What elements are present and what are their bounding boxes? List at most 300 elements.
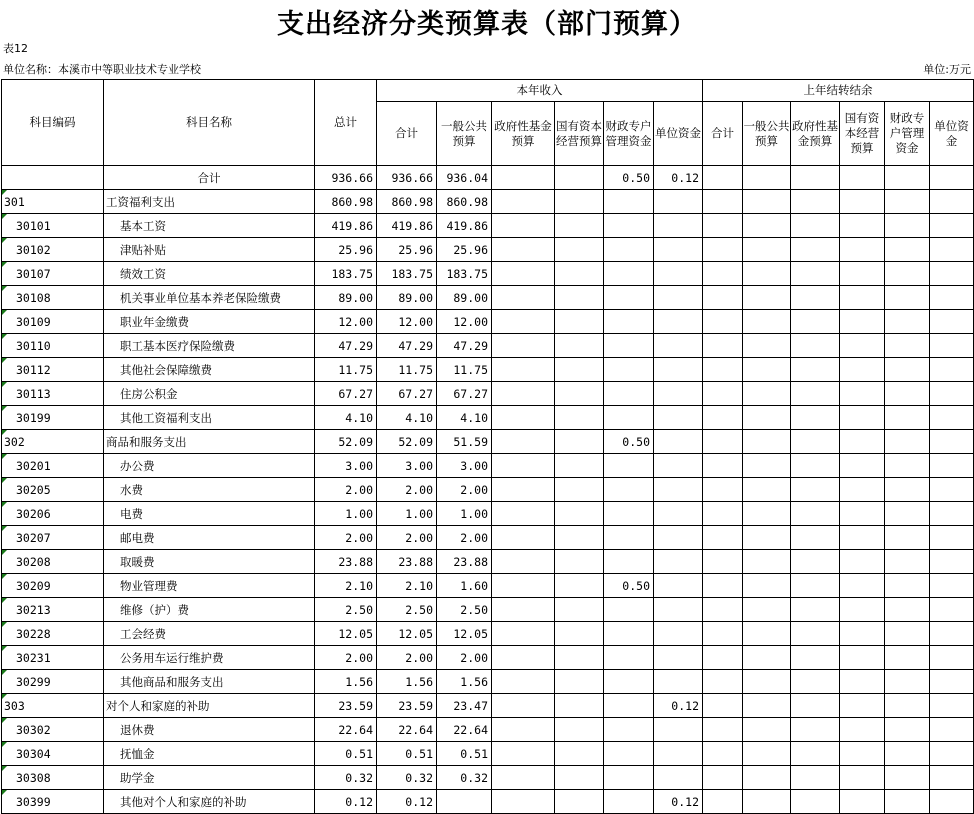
fund-cell [492, 574, 555, 598]
unit-cell [654, 262, 703, 286]
carry-fund-cell [791, 502, 840, 526]
state-cell [555, 742, 604, 766]
cur-total-cell: 22.64 [377, 718, 437, 742]
carry-state-cell [840, 382, 885, 406]
carry-total-cell [703, 670, 743, 694]
carry-general-cell [743, 766, 791, 790]
row-code: 30308 [2, 766, 104, 790]
carry-unit-cell [930, 190, 974, 214]
cell-marker-icon [2, 406, 7, 411]
cur-total-cell: 419.86 [377, 214, 437, 238]
row-code: 30209 [2, 574, 104, 598]
row-name: 津贴补贴 [104, 238, 315, 262]
table-row [2, 454, 974, 478]
special-cell [604, 214, 654, 238]
carry-fund-cell [791, 190, 840, 214]
table-row [2, 190, 974, 214]
header-cur-special: 财政专户管理资金 [604, 102, 654, 166]
cell-marker-icon [2, 718, 7, 723]
carry-fund-cell [791, 622, 840, 646]
unit-cell [654, 358, 703, 382]
carry-general-cell [743, 358, 791, 382]
table-row [2, 646, 974, 670]
carry-total-cell [703, 214, 743, 238]
carry-total-cell [703, 406, 743, 430]
special-cell [604, 238, 654, 262]
cell-marker-icon [2, 526, 7, 531]
row-code: 30299 [2, 670, 104, 694]
carry-special-cell [885, 622, 930, 646]
carry-general-cell [743, 286, 791, 310]
carry-special-cell [885, 478, 930, 502]
table-row [2, 478, 974, 502]
cur-total-cell: 11.75 [377, 358, 437, 382]
carry-special-cell [885, 718, 930, 742]
general-cell: 2.50 [437, 598, 492, 622]
carry-general-cell [743, 454, 791, 478]
general-cell: 2.00 [437, 526, 492, 550]
carry-special-cell [885, 550, 930, 574]
carry-fund-cell [791, 310, 840, 334]
general-cell: 183.75 [437, 262, 492, 286]
cell-marker-icon [2, 622, 7, 627]
unit-cell [654, 214, 703, 238]
carry-general-cell [743, 574, 791, 598]
row-code: 30206 [2, 502, 104, 526]
row-name: 其他商品和服务支出 [104, 670, 315, 694]
cur-total-cell: 4.10 [377, 406, 437, 430]
carry-general-cell [743, 262, 791, 286]
state-cell [555, 238, 604, 262]
row-name: 基本工资 [104, 214, 315, 238]
cell-marker-icon [2, 454, 7, 459]
table-row [2, 550, 974, 574]
carry-general-cell [743, 622, 791, 646]
carry-general-cell [743, 550, 791, 574]
fund-cell [492, 502, 555, 526]
cur-total-cell: 2.00 [377, 478, 437, 502]
carry-state-cell [840, 430, 885, 454]
header-cur-total: 合计 [377, 102, 437, 166]
budget-table [1, 79, 974, 814]
carry-special-cell [885, 646, 930, 670]
row-code: 30302 [2, 718, 104, 742]
table-row [2, 310, 974, 334]
carry-state-cell [840, 694, 885, 718]
fund-cell [492, 262, 555, 286]
cur-total-cell: 0.51 [377, 742, 437, 766]
carry-unit-cell [930, 334, 974, 358]
carry-total-cell [703, 526, 743, 550]
cur-total-cell: 12.05 [377, 622, 437, 646]
total-cell: 2.50 [315, 598, 377, 622]
carry-general-cell [743, 478, 791, 502]
carry-special-cell [885, 286, 930, 310]
carry-unit-cell [930, 262, 974, 286]
carry-total-cell [703, 766, 743, 790]
carry-state-cell [840, 478, 885, 502]
total-row [2, 166, 974, 190]
cell-marker-icon [2, 430, 7, 435]
state-cell [555, 430, 604, 454]
row-code: 30207 [2, 526, 104, 550]
carry-special-cell [885, 406, 930, 430]
total-cell: 23.88 [315, 550, 377, 574]
carry-unit-cell [930, 238, 974, 262]
carry-unit-cell [930, 790, 974, 814]
total-cell: 12.05 [315, 622, 377, 646]
carry-general-cell [743, 790, 791, 814]
carry-general-cell [743, 718, 791, 742]
carry-general-cell [743, 670, 791, 694]
row-name: 水费 [104, 478, 315, 502]
general-cell [437, 790, 492, 814]
total-cell: 2.00 [315, 526, 377, 550]
carry-unit-cell [930, 670, 974, 694]
general-cell: 1.00 [437, 502, 492, 526]
special-cell [604, 526, 654, 550]
fund-cell [492, 622, 555, 646]
state-cell [555, 166, 604, 190]
special-cell [604, 190, 654, 214]
carry-state-cell [840, 310, 885, 334]
row-code: 30205 [2, 478, 104, 502]
row-name: 电费 [104, 502, 315, 526]
carry-unit-cell [930, 766, 974, 790]
general-cell: 22.64 [437, 718, 492, 742]
cell-marker-icon [2, 334, 7, 339]
carry-general-cell [743, 694, 791, 718]
row-code: 30201 [2, 454, 104, 478]
fund-cell [492, 742, 555, 766]
special-cell [604, 742, 654, 766]
carry-unit-cell [930, 574, 974, 598]
unit-cell [654, 742, 703, 766]
total-cell: 2.00 [315, 478, 377, 502]
state-cell [555, 670, 604, 694]
row-code: 30228 [2, 622, 104, 646]
row-code: 30208 [2, 550, 104, 574]
table-row [2, 670, 974, 694]
carry-special-cell [885, 526, 930, 550]
carry-special-cell [885, 238, 930, 262]
carry-unit-cell [930, 406, 974, 430]
carry-total-cell [703, 478, 743, 502]
carry-fund-cell [791, 238, 840, 262]
fund-cell [492, 214, 555, 238]
carry-total-cell [703, 574, 743, 598]
table-row [2, 214, 974, 238]
unit-cell [654, 334, 703, 358]
state-cell [555, 766, 604, 790]
cell-marker-icon [2, 286, 7, 291]
carry-general-cell [743, 334, 791, 358]
row-name: 办公费 [104, 454, 315, 478]
row-name: 助学金 [104, 766, 315, 790]
carry-total-cell [703, 694, 743, 718]
unit-cell [654, 550, 703, 574]
carry-state-cell [840, 502, 885, 526]
carry-unit-cell [930, 358, 974, 382]
header-name: 科目名称 [104, 80, 315, 166]
row-name: 退休费 [104, 718, 315, 742]
row-code: 30107 [2, 262, 104, 286]
carry-total-cell [703, 454, 743, 478]
fund-cell [492, 478, 555, 502]
special-cell [604, 790, 654, 814]
carry-special-cell [885, 430, 930, 454]
carry-unit-cell [930, 310, 974, 334]
total-cell: 0.51 [315, 742, 377, 766]
cur-total-cell: 47.29 [377, 334, 437, 358]
cur-total-cell: 1.56 [377, 670, 437, 694]
carry-unit-cell [930, 646, 974, 670]
carry-fund-cell [791, 598, 840, 622]
general-cell: 2.00 [437, 646, 492, 670]
carry-special-cell [885, 358, 930, 382]
total-cell: 25.96 [315, 238, 377, 262]
table-row [2, 694, 974, 718]
unit-cell [654, 238, 703, 262]
carry-fund-cell [791, 790, 840, 814]
row-name: 绩效工资 [104, 262, 315, 286]
row-code: 303 [2, 694, 104, 718]
carry-fund-cell [791, 334, 840, 358]
row-name: 对个人和家庭的补助 [104, 694, 315, 718]
cell-marker-icon [2, 574, 7, 579]
cell-marker-icon [2, 766, 7, 771]
special-cell [604, 382, 654, 406]
fund-cell [492, 430, 555, 454]
carry-state-cell [840, 286, 885, 310]
general-cell: 11.75 [437, 358, 492, 382]
unit-cell [654, 646, 703, 670]
row-code: 301 [2, 190, 104, 214]
unit-cell [654, 766, 703, 790]
cell-marker-icon [2, 502, 7, 507]
cell-marker-icon [2, 310, 7, 315]
carry-unit-cell [930, 214, 974, 238]
carry-state-cell [840, 598, 885, 622]
header-carry-general: 一般公共预算 [743, 102, 791, 166]
total-cell: 0.12 [315, 790, 377, 814]
fund-cell [492, 670, 555, 694]
special-cell [604, 310, 654, 334]
general-cell: 25.96 [437, 238, 492, 262]
table-row [2, 766, 974, 790]
carry-fund-cell [791, 646, 840, 670]
fund-cell [492, 718, 555, 742]
carry-state-cell [840, 334, 885, 358]
unit-cell [654, 406, 703, 430]
unit-cell [654, 502, 703, 526]
special-cell: 0.50 [604, 430, 654, 454]
carry-total-cell [703, 718, 743, 742]
fund-cell [492, 166, 555, 190]
unit-cell [654, 478, 703, 502]
general-cell: 23.47 [437, 694, 492, 718]
carry-total-cell [703, 502, 743, 526]
fund-cell [492, 694, 555, 718]
state-cell [555, 790, 604, 814]
unit-cell: 0.12 [654, 694, 703, 718]
cell-marker-icon [2, 550, 7, 555]
cell-marker-icon [2, 238, 7, 243]
row-code: 30101 [2, 214, 104, 238]
special-cell [604, 598, 654, 622]
row-code: 30231 [2, 646, 104, 670]
carry-general-cell [743, 406, 791, 430]
general-cell: 51.59 [437, 430, 492, 454]
total-cell: 3.00 [315, 454, 377, 478]
carry-unit-cell [930, 286, 974, 310]
header-carry-total: 合计 [703, 102, 743, 166]
state-cell [555, 718, 604, 742]
special-cell [604, 334, 654, 358]
total-cell: 2.00 [315, 646, 377, 670]
cell-marker-icon [2, 190, 7, 195]
table-row [2, 238, 974, 262]
carry-fund-cell [791, 454, 840, 478]
carry-state-cell [840, 550, 885, 574]
fund-cell [492, 526, 555, 550]
carry-total-cell [703, 622, 743, 646]
cur-total-cell: 2.10 [377, 574, 437, 598]
carry-general-cell [743, 526, 791, 550]
carry-fund-cell [791, 286, 840, 310]
unit-cell [654, 430, 703, 454]
general-cell: 0.32 [437, 766, 492, 790]
carry-state-cell [840, 718, 885, 742]
row-code: 30113 [2, 382, 104, 406]
carry-special-cell [885, 766, 930, 790]
state-cell [555, 574, 604, 598]
carry-fund-cell [791, 574, 840, 598]
unit-cell [654, 670, 703, 694]
row-name: 维修（护）费 [104, 598, 315, 622]
carry-state-cell [840, 454, 885, 478]
fund-cell [492, 358, 555, 382]
carry-state-cell [840, 670, 885, 694]
carry-total-cell [703, 262, 743, 286]
carry-unit-cell [930, 502, 974, 526]
carry-fund-cell [791, 670, 840, 694]
total-cell: 183.75 [315, 262, 377, 286]
carry-total-cell [703, 598, 743, 622]
fund-cell [492, 550, 555, 574]
cell-marker-icon [2, 214, 7, 219]
carry-total-cell [703, 238, 743, 262]
table-row [2, 382, 974, 406]
row-code: 30199 [2, 406, 104, 430]
table-row [2, 286, 974, 310]
general-cell: 89.00 [437, 286, 492, 310]
carry-general-cell [743, 502, 791, 526]
row-code: 30102 [2, 238, 104, 262]
special-cell [604, 766, 654, 790]
cur-total-cell: 2.00 [377, 646, 437, 670]
carry-fund-cell [791, 766, 840, 790]
row-name: 工会经费 [104, 622, 315, 646]
special-cell: 0.50 [604, 574, 654, 598]
carry-unit-cell [930, 694, 974, 718]
total-cell: 0.32 [315, 766, 377, 790]
row-name: 商品和服务支出 [104, 430, 315, 454]
cell-marker-icon [2, 646, 7, 651]
table-row [2, 574, 974, 598]
carry-fund-cell [791, 526, 840, 550]
total-cell: 67.27 [315, 382, 377, 406]
row-code: 30109 [2, 310, 104, 334]
header-cur-state: 国有资本经营预算 [555, 102, 604, 166]
carry-unit-cell [930, 430, 974, 454]
carry-fund-cell [791, 742, 840, 766]
general-cell: 67.27 [437, 382, 492, 406]
carry-unit-cell [930, 550, 974, 574]
table-row [2, 358, 974, 382]
row-code: 30213 [2, 598, 104, 622]
row-name: 工资福利支出 [104, 190, 315, 214]
row-name: 取暖费 [104, 550, 315, 574]
general-cell: 936.04 [437, 166, 492, 190]
state-cell [555, 502, 604, 526]
carry-general-cell [743, 310, 791, 334]
carry-general-cell [743, 646, 791, 670]
total-cell: 23.59 [315, 694, 377, 718]
carry-special-cell [885, 742, 930, 766]
cell-marker-icon [2, 262, 7, 267]
state-cell [555, 406, 604, 430]
special-cell [604, 478, 654, 502]
special-cell [604, 622, 654, 646]
carry-unit-cell [930, 742, 974, 766]
row-name: 职业年金缴费 [104, 310, 315, 334]
header-carry-state: 国有资本经营预算 [840, 102, 885, 166]
carry-fund-cell [791, 550, 840, 574]
state-cell [555, 214, 604, 238]
carry-unit-cell [930, 382, 974, 406]
cur-total-cell: 183.75 [377, 262, 437, 286]
carry-fund-cell [791, 718, 840, 742]
header-current-year: 本年收入 [377, 80, 703, 102]
unit-name: 单位名称：本溪市中等职业技术专业学校 [3, 63, 201, 76]
state-cell [555, 598, 604, 622]
carry-fund-cell [791, 214, 840, 238]
carry-state-cell [840, 526, 885, 550]
table-row [2, 742, 974, 766]
total-cell: 4.10 [315, 406, 377, 430]
carry-fund-cell [791, 694, 840, 718]
fund-cell [492, 190, 555, 214]
carry-state-cell [840, 622, 885, 646]
special-cell [604, 262, 654, 286]
fund-cell [492, 310, 555, 334]
carry-unit-cell [930, 598, 974, 622]
carry-special-cell [885, 214, 930, 238]
header-carry-unit: 单位资金 [930, 102, 974, 166]
fund-cell [492, 406, 555, 430]
fund-cell [492, 598, 555, 622]
carry-special-cell [885, 454, 930, 478]
carry-total-cell [703, 790, 743, 814]
carry-general-cell [743, 430, 791, 454]
carry-total-cell [703, 334, 743, 358]
unit-cell [654, 622, 703, 646]
fund-cell [492, 286, 555, 310]
state-cell [555, 334, 604, 358]
state-cell [555, 382, 604, 406]
cur-total-cell: 860.98 [377, 190, 437, 214]
